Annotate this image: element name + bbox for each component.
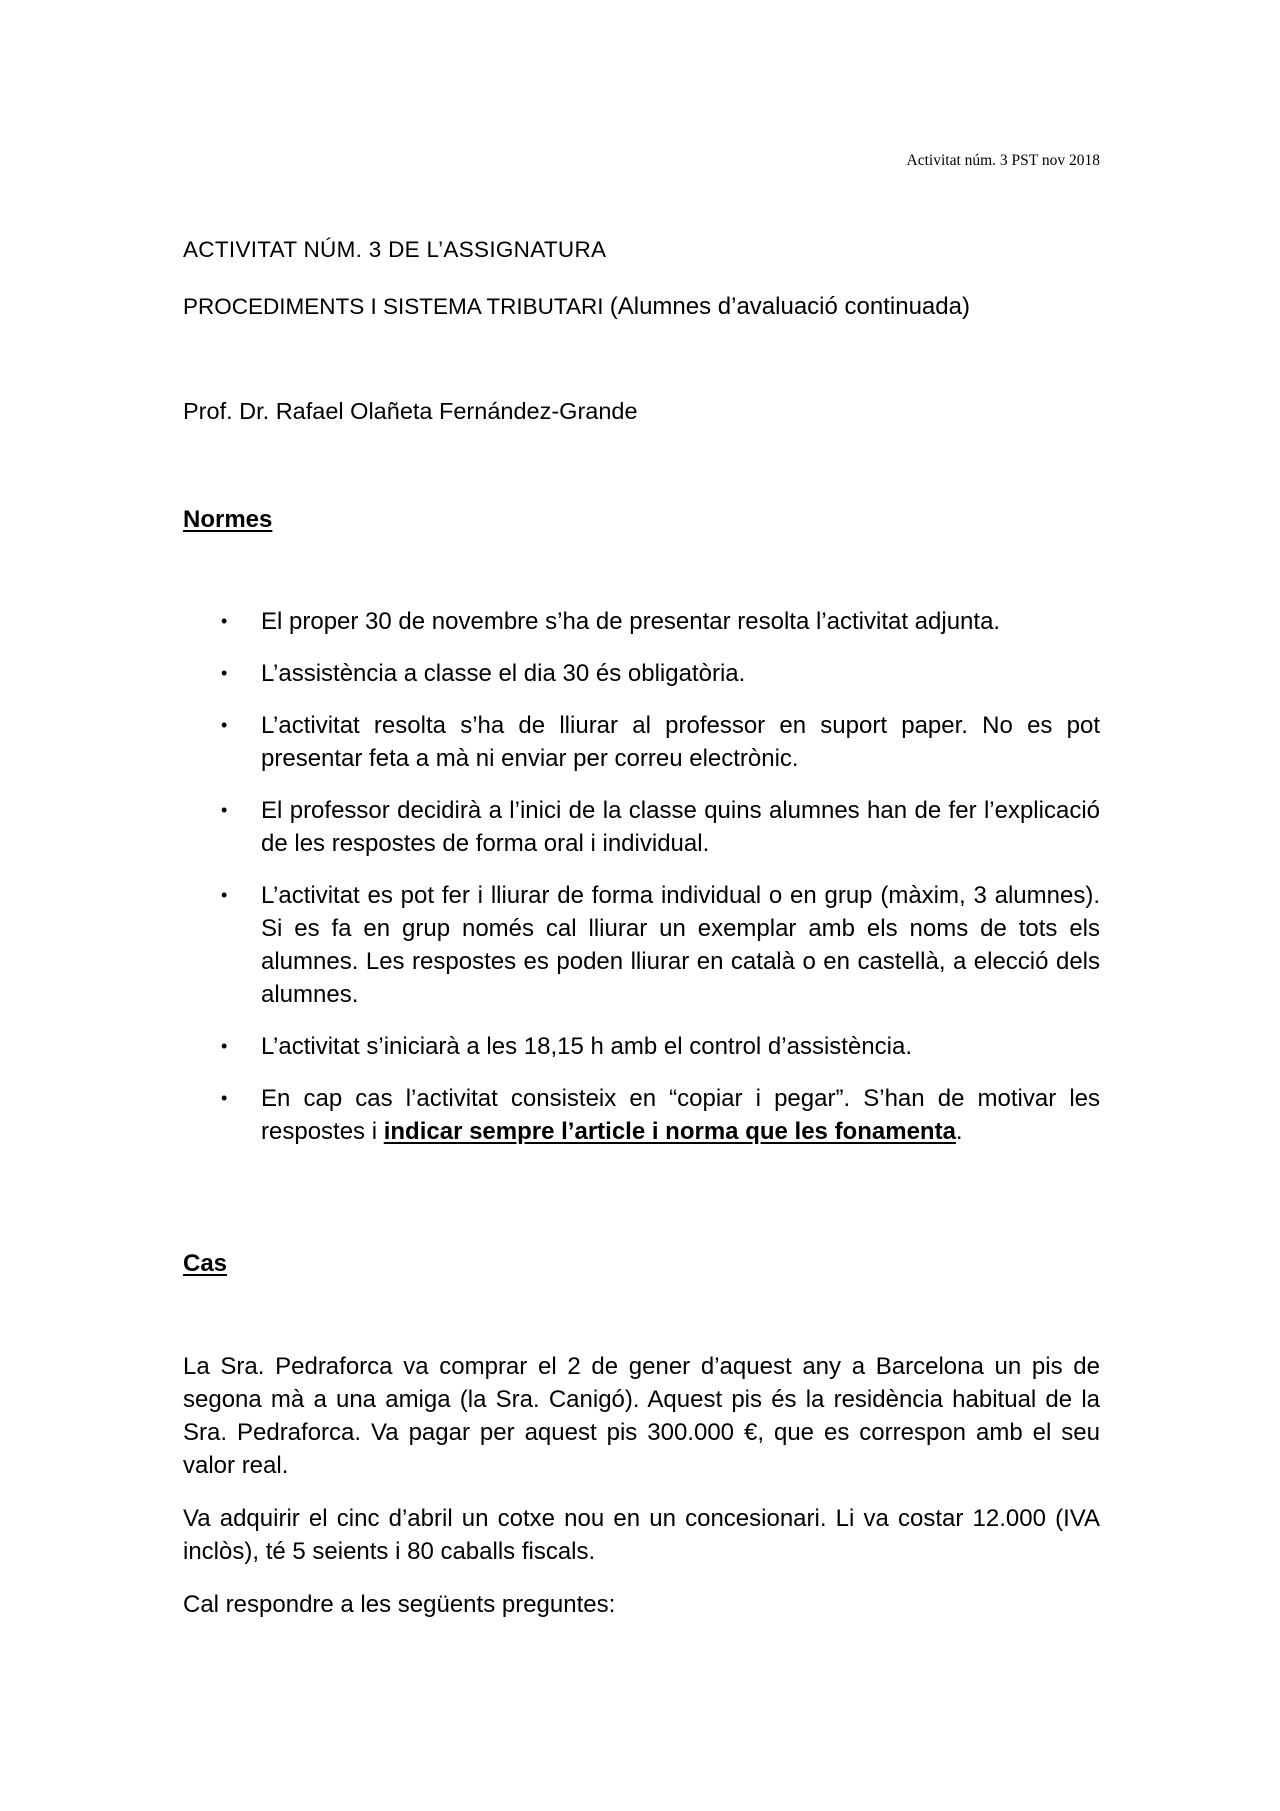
document-title-line2 (183, 290, 970, 323)
rule-text: El professor decidirà a l’inici de la classe quins alumnes han de fer l’explicació de les respostes de forma oral i individual. (261, 797, 1100, 857)
rule-item (183, 657, 1100, 690)
rule-text: El proper 30 de novembre s’ha de presentar resolta l’activitat adjunta. (261, 608, 1001, 635)
rule-item (183, 1030, 1100, 1063)
author-line: Prof. Dr. Rafael Olañeta Fernández-Grande (183, 398, 638, 424)
bullet-icon: • (221, 800, 228, 820)
course-audience: (Alumnes d’avaluació continuada) (609, 293, 970, 320)
rule-item (183, 1082, 1100, 1148)
case-paragraph: La Sra. Pedraforca va comprar el 2 de gener d’aquest any a Barcelona un pis de segona mà a una amiga (la Sra. Canigó). Aquest pis és la residència habitual de la Sra. Pedraforca. Va pagar per aquest pis 300.000 €, que es correspon amb el seu valor real. (183, 1353, 1100, 1479)
bullet-icon: • (221, 1088, 228, 1108)
rule-text: L’assistència a classe el dia 30 és obligatòria. (261, 660, 746, 687)
rule-text: En cap cas l’activitat consisteix en “copiar i pegar”. S’han de motivar les respostes i (261, 1085, 1100, 1145)
rule-text: L’activitat es pot fer i lliurar de forma individual o en grup (màxim, 3 alumnes). Si es fa en grup només cal lliurar un exemplar amb els noms de tots els alumnes. Les respostes es poden lliurar en català o en castellà, a elecció dels alumnes. (261, 882, 1100, 1008)
rule-item (183, 879, 1100, 1011)
rule-emphasis: indicar sempre l’article i norma que les fonamenta (383, 1118, 956, 1145)
bullet-icon: • (221, 885, 228, 905)
running-header: Activitat núm. 3 PST nov 2018 (906, 152, 1100, 169)
bullet-icon: • (221, 611, 228, 631)
bullet-icon: • (221, 1036, 228, 1056)
section-heading-cas: Cas (183, 1250, 228, 1277)
section-heading-normes: Normes (183, 506, 273, 533)
document-title-line1: ACTIVITAT NÚM. 3 DE L’ASSIGNATURA (183, 237, 607, 262)
rule-text-tail: . (955, 1118, 963, 1145)
rules-list (183, 605, 1100, 1167)
rule-text: L’activitat s’iniciarà a les 18,15 h amb el control d’assistència. (261, 1033, 912, 1060)
bullet-icon: • (221, 663, 228, 683)
case-paragraph: Cal respondre a les següents preguntes: (183, 1591, 616, 1618)
rule-item (183, 709, 1100, 775)
case-paragraph: Va adquirir el cinc d’abril un cotxe nou en un concesionari. Li va costar 12.000 (IVA inclòs), té 5 seients i 80 caballs fiscals. (183, 1505, 1100, 1565)
bullet-icon: • (221, 715, 228, 735)
rule-item (183, 605, 1100, 638)
rule-text: L’activitat resolta s’ha de lliurar al professor en suport paper. No es pot presentar feta a mà ni enviar per correu electrònic. (261, 712, 1100, 772)
course-name: PROCEDIMENTS I SISTEMA TRIBUTARI (183, 294, 604, 319)
rule-item (183, 794, 1100, 860)
case-body (183, 1350, 1100, 1641)
